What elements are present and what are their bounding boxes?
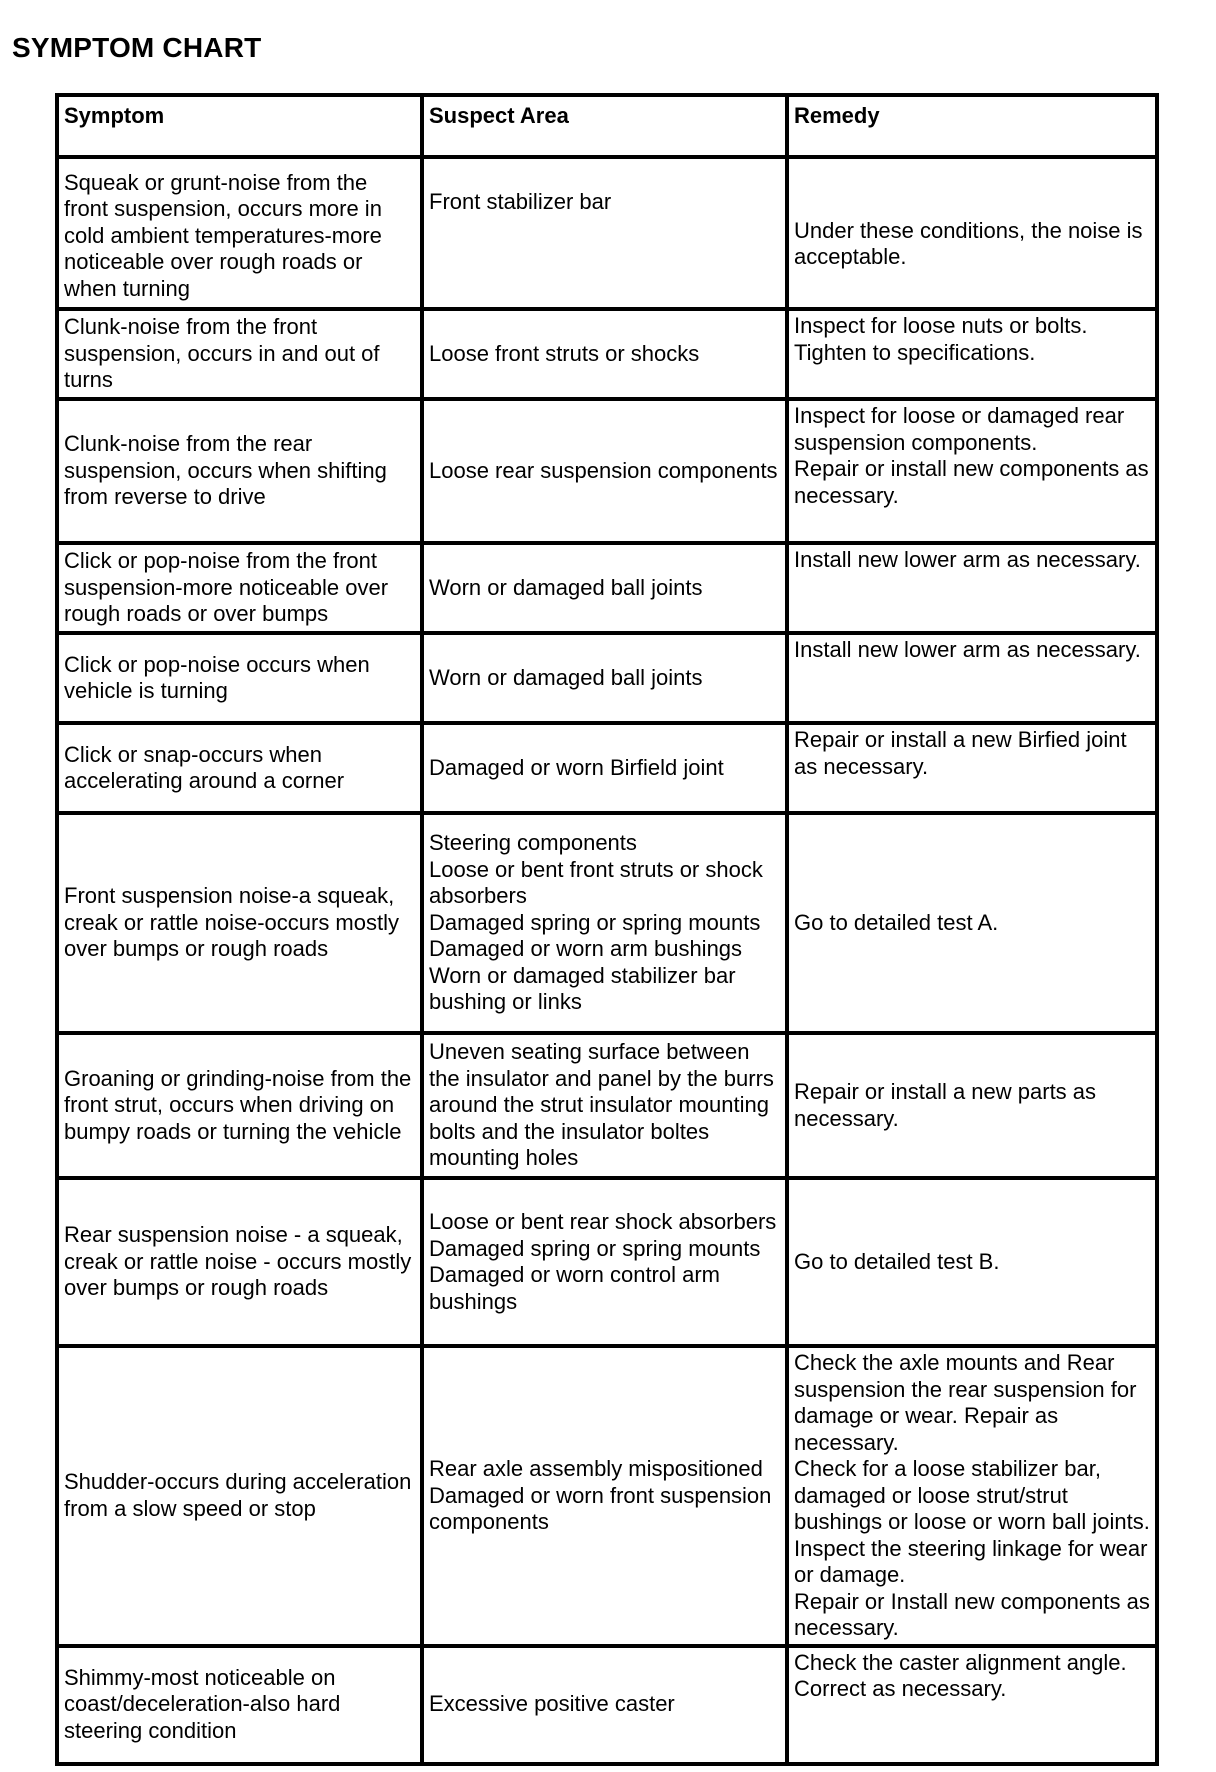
remedy-cell: Under these conditions, the noise is acceptable. — [787, 157, 1157, 309]
remedy-cell: Go to detailed test A. — [787, 813, 1157, 1033]
table-row — [57, 1346, 1157, 1646]
symptom-cell: Click or pop-noise occurs when vehicle is turning — [57, 633, 422, 723]
remedy-cell: Install new lower arm as necessary. — [787, 633, 1157, 723]
symptom-cell: Groaning or grinding-noise from the front strut, occurs when driving on bumpy roads or turning the vehicle — [57, 1033, 422, 1178]
symptom-cell: Rear suspension noise - a squeak, creak or rattle noise - occurs mostly over bumps or rough roads — [57, 1178, 422, 1346]
symptom-cell: Click or snap-occurs when accelerating around a corner — [57, 723, 422, 813]
header-row — [57, 95, 1157, 157]
table-row — [57, 633, 1157, 723]
suspect-area-cell: Damaged or worn Birfield joint — [422, 723, 787, 813]
table-row — [57, 309, 1157, 399]
symptom-table — [55, 93, 1159, 1766]
header-symptom: Symptom — [57, 95, 422, 157]
suspect-area-cell: Loose front struts or shocks — [422, 309, 787, 399]
suspect-area-cell: Worn or damaged ball joints — [422, 633, 787, 723]
suspect-area-cell: Front stabilizer bar — [422, 157, 787, 309]
header-remedy: Remedy — [787, 95, 1157, 157]
table-row — [57, 399, 1157, 543]
header-suspect-area: Suspect Area — [422, 95, 787, 157]
symptom-cell: Clunk-noise from the rear suspension, occurs when shifting from reverse to drive — [57, 399, 422, 543]
remedy-cell: Inspect for loose or damaged rear suspension components. Repair or install new components as necessary. — [787, 399, 1157, 543]
remedy-cell: Go to detailed test B. — [787, 1178, 1157, 1346]
symptom-cell: Shudder-occurs during acceleration from a slow speed or stop — [57, 1346, 422, 1646]
suspect-area-cell: Loose rear suspension components — [422, 399, 787, 543]
table-row — [57, 157, 1157, 309]
symptom-cell: Front suspension noise-a squeak, creak or rattle noise-occurs mostly over bumps or rough roads — [57, 813, 422, 1033]
remedy-cell: Inspect for loose nuts or bolts. Tighten to specifications. — [787, 309, 1157, 399]
remedy-cell: Check the caster alignment angle. Correct as necessary. — [787, 1646, 1157, 1764]
remedy-cell: Install new lower arm as necessary. — [787, 543, 1157, 633]
table-row — [57, 1178, 1157, 1346]
page-title: SYMPTOM CHART — [12, 32, 262, 63]
remedy-cell: Repair or install a new parts as necessary. — [787, 1033, 1157, 1178]
table-row — [57, 1646, 1157, 1764]
remedy-cell: Check the axle mounts and Rear suspension the rear suspension for damage or wear. Repair as necessary. Check for a loose stabilizer bar, damaged or loose strut/strut bushings or loose or worn ball joints. Inspect the steering linkage for wear or damage. Repair or Install new components as necessary. — [787, 1346, 1157, 1646]
table-row — [57, 1033, 1157, 1178]
suspect-area-cell: Uneven seating surface between the insulator and panel by the burrs around the strut insulator mounting bolts and the insulator boltes mounting holes — [422, 1033, 787, 1178]
suspect-area-cell: Steering components Loose or bent front struts or shock absorbers Damaged spring or spring mounts Damaged or worn arm bushings Worn or damaged stabilizer bar bushing or links — [422, 813, 787, 1033]
suspect-area-cell: Worn or damaged ball joints — [422, 543, 787, 633]
table-row — [57, 813, 1157, 1033]
table-row — [57, 723, 1157, 813]
symptom-cell: Clunk-noise from the front suspension, occurs in and out of turns — [57, 309, 422, 399]
symptom-cell: Shimmy-most noticeable on coast/deceleration-also hard steering condition — [57, 1646, 422, 1764]
table-row — [57, 543, 1157, 633]
symptom-cell: Squeak or grunt-noise from the front suspension, occurs more in cold ambient temperatures-more noticeable over rough roads or when turning — [57, 157, 422, 309]
suspect-area-cell: Excessive positive caster — [422, 1646, 787, 1764]
symptom-cell: Click or pop-noise from the front suspension-more noticeable over rough roads or over bumps — [57, 543, 422, 633]
suspect-area-cell: Loose or bent rear shock absorbers Damaged spring or spring mounts Damaged or worn control arm bushings — [422, 1178, 787, 1346]
remedy-cell: Repair or install a new Birfied joint as necessary. — [787, 723, 1157, 813]
suspect-area-cell: Rear axle assembly mispositioned Damaged or worn front suspension components — [422, 1346, 787, 1646]
